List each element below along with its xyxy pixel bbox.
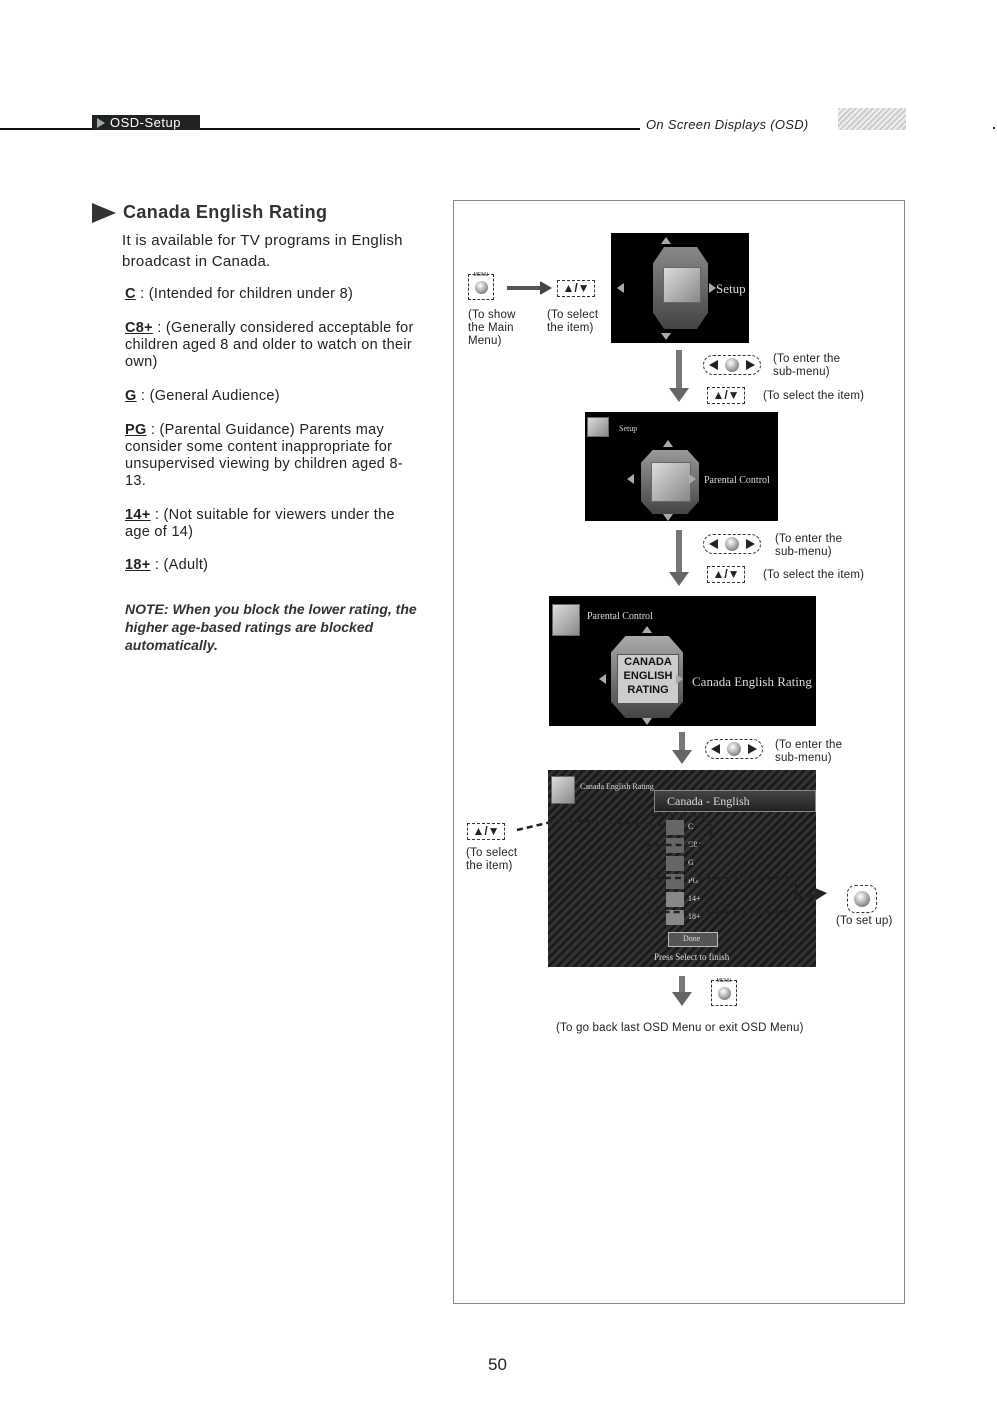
right-arrow-icon	[689, 474, 696, 484]
left-arrow-icon	[599, 674, 606, 684]
badge-line: RATING	[627, 684, 669, 696]
rating-code: 18+	[125, 557, 151, 573]
canada-english-badge	[617, 654, 679, 704]
right-arrow-icon	[540, 281, 552, 295]
left-right-button-icon	[703, 534, 761, 554]
lock-icon	[651, 462, 691, 502]
menu-button-icon	[468, 274, 494, 300]
rating-desc: : (Adult)	[150, 557, 209, 573]
up-arrow-icon	[642, 626, 652, 633]
callout-lines	[505, 800, 845, 930]
osd-screen-parental	[585, 412, 778, 521]
rating-item-c8	[125, 320, 430, 371]
menu-title: Canada - English	[667, 794, 750, 808]
to-select-caption: (To select the item)	[763, 569, 865, 581]
rating-desc: : (Not suitable for viewers under the age of 14)	[125, 507, 395, 540]
rating-item-pg	[125, 422, 420, 490]
rating-desc: : (Parental Guidance) Parents may consider some content inappropriate for unsupervised viewing by children aged 8-13.	[125, 422, 403, 489]
setup-cube-icon	[663, 267, 701, 303]
arrow-shaft	[507, 286, 542, 290]
rating-option: C	[688, 822, 694, 831]
up-arrow-icon	[661, 237, 671, 244]
down-arrow-icon	[661, 333, 671, 340]
osd-top-label: Canada English Rating	[580, 782, 654, 791]
left-arrow-icon	[627, 474, 634, 484]
osd-label: Canada English Rating	[692, 674, 812, 689]
rating-desc: : (Generally considered acceptable for children aged 8 and older to watch on their own)	[125, 320, 414, 370]
rating-code: G	[125, 388, 137, 404]
rating-option: C8+	[688, 840, 702, 849]
osd-top-label: Setup	[619, 424, 638, 433]
right-arrow-icon	[709, 283, 716, 293]
rating-code: C	[125, 286, 136, 302]
badge-line: CANADA	[624, 656, 672, 668]
to-select-caption: (To select the item)	[763, 390, 865, 402]
right-arrow-icon	[676, 674, 683, 684]
rating-code: 14+	[125, 507, 151, 523]
rating-option: 18+	[688, 912, 701, 921]
rating-item-g	[125, 388, 435, 405]
to-show-caption: (To show the Main Menu)	[468, 309, 516, 347]
hint-text: Press Select to finish	[654, 952, 730, 962]
rating-item-c	[125, 286, 435, 303]
menu-button-label: MENU	[473, 272, 489, 278]
left-right-button-icon	[705, 739, 763, 759]
rating-option: 14+	[688, 894, 701, 903]
button-ball	[854, 891, 870, 907]
section-intro: It is available for TV programs in English broadcast in Canada.	[122, 232, 403, 270]
to-select-caption: (To select the item)	[466, 847, 518, 872]
to-select-caption: (To select the item)	[547, 309, 599, 334]
note-text: NOTE: When you block the lower rating, the higher age-based ratings are blocked automatically.	[125, 601, 417, 653]
osd-label: Parental Control	[704, 475, 770, 486]
down-arrow-icon	[642, 718, 652, 725]
left-right-button-icon	[703, 355, 761, 375]
tab-arrow-icon	[97, 118, 105, 128]
enter-button-icon	[847, 885, 877, 913]
to-setup-caption: (To set up)	[836, 915, 893, 927]
osd-screen-canada-rating	[549, 596, 816, 726]
margin-mark	[993, 127, 995, 129]
osd-top-label: Parental Control	[587, 611, 653, 622]
to-enter-caption: (To enter the sub-menu)	[775, 739, 843, 764]
down-arrow-icon	[663, 514, 673, 521]
rating-option: G	[688, 858, 694, 867]
button-ball	[475, 281, 488, 294]
up-down-button-icon: ▲/▼	[557, 280, 595, 297]
header-decoration	[838, 108, 906, 130]
rating-item-18	[125, 557, 435, 574]
page-number: 50	[488, 1355, 507, 1374]
up-arrow-icon	[663, 440, 673, 447]
lock-icon	[552, 604, 580, 636]
rating-desc: : (Intended for children under 8)	[135, 286, 354, 302]
to-enter-caption: (To enter the sub-menu)	[775, 533, 843, 558]
up-down-button-icon: ▲/▼	[707, 566, 745, 583]
badge-line: ENGLISH	[623, 670, 673, 682]
rating-desc: : (General Audience)	[136, 388, 280, 404]
section-tab-label: OSD-Setup	[110, 115, 181, 130]
up-down-button-icon: ▲/▼	[707, 387, 745, 404]
section-title: Canada English Rating	[123, 202, 328, 222]
osd-label: Setup	[716, 281, 746, 296]
header-title: On Screen Displays (OSD)	[646, 117, 809, 132]
section-arrow-icon	[92, 203, 116, 223]
up-down-button-icon: ▲/▼	[467, 823, 505, 840]
menu-button-label: MENU	[716, 978, 732, 984]
button-ball	[718, 987, 731, 1000]
done-label: Done	[683, 934, 701, 943]
menu-button-icon	[711, 980, 737, 1006]
to-enter-caption: (To enter the sub-menu)	[773, 353, 841, 378]
section-tab	[92, 115, 200, 130]
setup-cube-icon	[587, 417, 609, 437]
done-button	[668, 932, 718, 947]
to-go-back-caption: (To go back last OSD Menu or exit OSD Menu)	[556, 1022, 804, 1034]
left-arrow-icon	[617, 283, 624, 293]
rating-option: PG	[688, 876, 699, 885]
rating-code: PG	[125, 422, 147, 438]
rating-code: C8+	[125, 320, 153, 336]
osd-screen-setup	[611, 233, 749, 343]
rating-item-14	[125, 507, 415, 541]
